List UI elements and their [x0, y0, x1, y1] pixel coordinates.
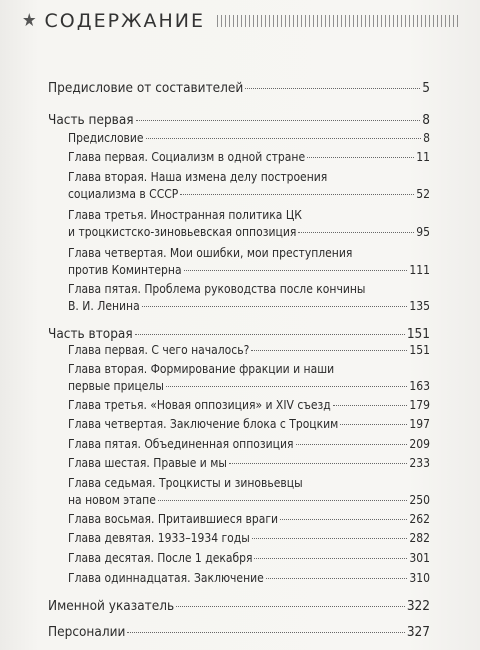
- dot-leader: [340, 424, 407, 425]
- toc-chapter-row[interactable]: [68, 378, 430, 394]
- toc-section-row[interactable]: [48, 112, 430, 128]
- page-number: 322: [406, 598, 430, 614]
- dot-leader: [254, 558, 407, 559]
- toc-entry-title: Глава шестая. Правые и мы: [68, 456, 227, 470]
- page-number: 327: [406, 624, 430, 640]
- page-number: 179: [409, 398, 430, 412]
- toc-entry-title: Глава третья. «Новая оппозиция» и XIV съезд: [68, 398, 331, 412]
- toc-entry-title: против Коминтерна: [68, 263, 182, 277]
- toc-chapter-row[interactable]: [68, 511, 430, 527]
- toc-section-row[interactable]: [48, 80, 430, 96]
- page-number: 163: [409, 379, 430, 393]
- dot-leader: [166, 386, 408, 387]
- toc-entry-title: Глава восьмая. Притаившиеся враги: [68, 512, 279, 526]
- toc-entry-title: социализма в СССР: [68, 187, 179, 201]
- page-number: 282: [409, 531, 430, 545]
- dot-leader: [307, 157, 414, 158]
- page-number: 197: [409, 417, 430, 431]
- page-number: 301: [409, 551, 430, 565]
- dot-leader: [245, 88, 420, 89]
- page-number: 11: [416, 150, 430, 164]
- page-number: 8: [422, 112, 430, 128]
- dot-leader: [184, 270, 408, 271]
- toc-entry-title: В. И. Ленина: [68, 299, 140, 313]
- toc-chapter-row[interactable]: [68, 570, 430, 586]
- page-number: 111: [409, 263, 430, 277]
- toc-entry-title: Глава первая. С чего началось?: [68, 343, 250, 357]
- toc-entry-title: и троцкистско-зиновьевская оппозиция: [68, 225, 297, 239]
- toc-chapter-row[interactable]: [68, 298, 430, 314]
- toc-chapter-row[interactable]: [68, 397, 430, 413]
- dot-leader: [180, 194, 414, 195]
- toc-entry-first-line: Глава третья. Иностранная политика ЦК: [68, 208, 302, 222]
- page-number: 233: [409, 456, 430, 470]
- page-number: 250: [409, 493, 430, 507]
- dot-leader: [142, 306, 408, 307]
- page-number: 151: [406, 326, 430, 342]
- toc-entry-title: Часть вторая: [48, 326, 133, 342]
- toc-entry-first-line: Глава седьмая. Троцкисты и зиновьевцы: [68, 476, 303, 490]
- toc-entry-first-line: Глава вторая. Наша измена делу построения: [68, 170, 328, 184]
- page-number: 52: [416, 187, 430, 201]
- page-number: 8: [423, 131, 430, 145]
- dot-leader: [158, 500, 408, 501]
- toc-entry-title: Глава первая. Социализм в одной стране: [68, 150, 306, 164]
- toc-chapter-row[interactable]: [68, 130, 430, 146]
- toc-entry-title: Глава четвертая. Заключение блока с Троцким: [68, 417, 339, 431]
- toc-entry-title: Часть первая: [48, 112, 134, 128]
- toc-chapter-row[interactable]: [68, 224, 430, 240]
- toc-entry-title: Предисловие от составителей: [48, 80, 244, 96]
- toc-chapter-row[interactable]: [68, 186, 430, 202]
- toc-chapter-row[interactable]: [68, 455, 430, 471]
- toc-chapter-row[interactable]: [68, 262, 430, 278]
- dot-leader: [266, 578, 408, 579]
- toc-section-row[interactable]: [48, 326, 430, 342]
- toc-chapter-row[interactable]: [68, 416, 430, 432]
- page-number: 95: [416, 225, 430, 239]
- toc-entry-title: Глава десятая. После 1 декабря: [68, 551, 253, 565]
- dot-leader: [251, 350, 407, 351]
- dot-leader: [176, 606, 405, 607]
- toc-section-row[interactable]: [48, 598, 430, 614]
- dot-leader: [135, 334, 405, 335]
- dot-leader: [127, 632, 404, 633]
- toc-entry-title: Именной указатель: [48, 598, 175, 614]
- toc-entry-first-line: Глава вторая. Формирование фракции и наши: [68, 362, 335, 376]
- page-number: 262: [409, 512, 430, 526]
- toc-entry-first-line: Глава пятая. Проблема руководства после кончины: [68, 282, 366, 296]
- page-number: 5: [422, 80, 430, 96]
- dot-leader: [146, 138, 422, 139]
- toc-entry-title: на новом этапе: [68, 493, 156, 507]
- dot-leader: [298, 232, 414, 233]
- star-icon: ★: [22, 10, 37, 31]
- toc-chapter-row[interactable]: [68, 492, 430, 508]
- page-title: СОДЕРЖАНИЕ: [44, 10, 206, 32]
- page-number: 310: [409, 571, 430, 585]
- page-number: 135: [409, 299, 430, 313]
- toc-entry-title: Глава пятая. Объединенная оппозиция: [68, 437, 294, 451]
- dot-leader: [229, 463, 408, 464]
- toc-entry-title: первые прицелы: [68, 379, 164, 393]
- dot-leader: [136, 120, 421, 121]
- dot-leader: [252, 538, 408, 539]
- toc-chapter-row[interactable]: [68, 550, 430, 566]
- toc-entry-title: Предисловие: [68, 131, 144, 145]
- toc-chapter-row[interactable]: [68, 342, 430, 358]
- page-number: 209: [409, 437, 430, 451]
- dot-leader: [280, 519, 407, 520]
- toc-entry-title: Персоналии: [48, 624, 126, 640]
- toc-entry-first-line: Глава четвертая. Мои ошибки, мои преступления: [68, 246, 353, 260]
- toc-entry-title: Глава одиннадцатая. Заключение: [68, 571, 264, 585]
- toc-entry-title: Глава девятая. 1933–1934 годы: [68, 531, 250, 545]
- toc-section-row[interactable]: [48, 624, 430, 640]
- toc-chapter-row[interactable]: [68, 149, 430, 165]
- page-number: 151: [409, 343, 430, 357]
- dot-leader: [296, 444, 408, 445]
- toc-chapter-row[interactable]: [68, 436, 430, 452]
- dot-leader: [333, 405, 408, 406]
- toc-chapter-row[interactable]: [68, 530, 430, 546]
